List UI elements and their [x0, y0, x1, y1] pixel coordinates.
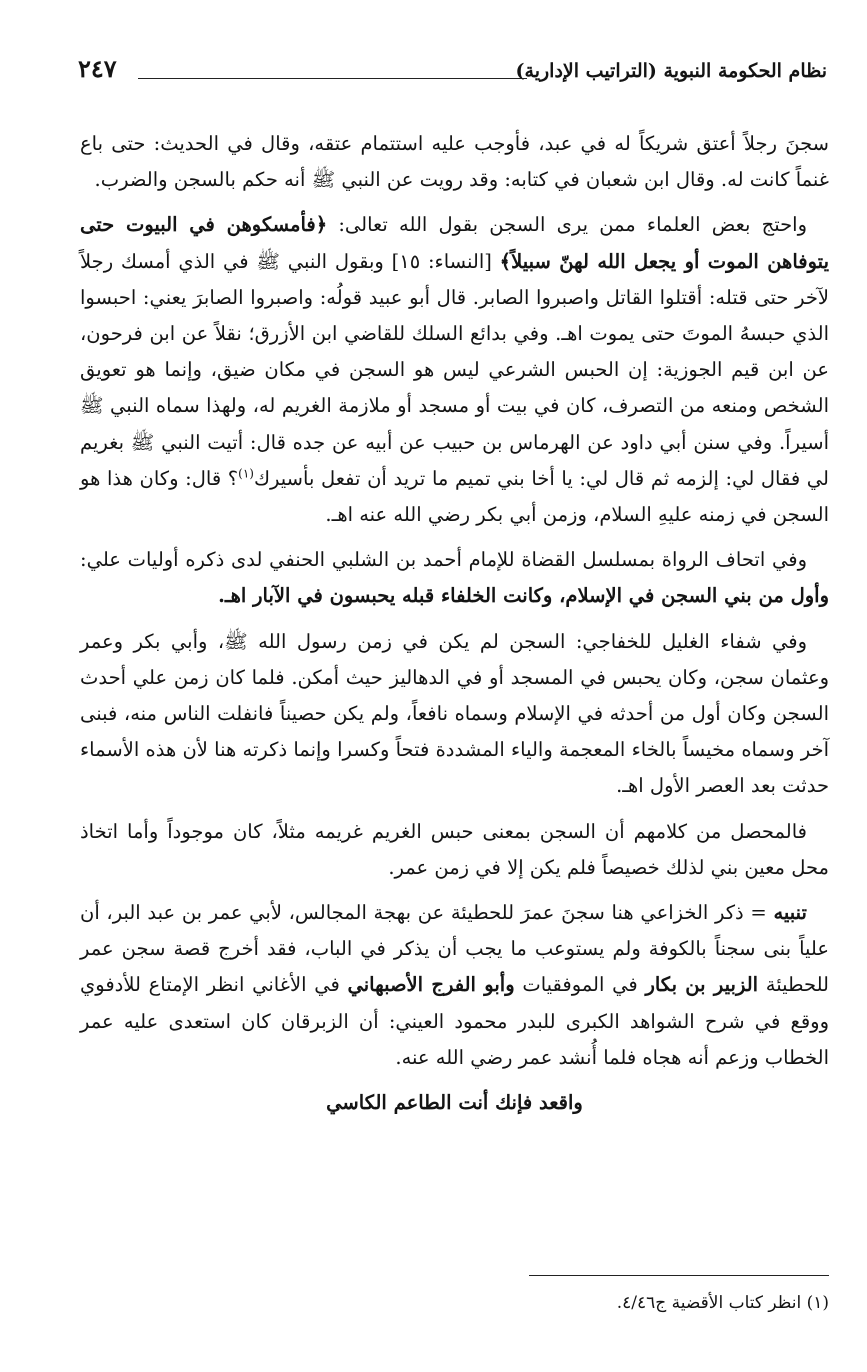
text-run: وفي شفاء الغليل للخفاجي: السجن لم يكن في زمن رسول الله ﷺ، وأبي بكر وعمر وعثمان سجن، وكان يحبس في المسجد أو في الدهاليز حيث أمكن. فلما كان زمن علي أحدث السجن وكان أول من أحدثه في الإسلام وسماه نافعاً، ولم يكن حصيناً فانفلت الناس منه، فبنى آخر وسماه مخيساً بالخاء المعجمة والياء المشددة فتحاً وكسرا وإنما ذكرته هنا لأن هذه الأسماء حدثت بعد العصر الأول اهـ.	[80, 629, 829, 798]
text-run: في الأغاني انظر الإمتاع للأدفوي ووقع في شرح الشواهد الكبرى للبدر محمود العيني: أن الزبرقان كان استعدى عليه عمر الخطاب وزعم أنه هجاه فلما أُنشد عمر رضي الله عنه.	[80, 973, 829, 1069]
paragraph	[80, 624, 829, 805]
poetry-verse: واقعد فإنك أنت الطاعم الكاسي	[326, 1091, 583, 1115]
bold-text: وأبو الفرج الأصبهاني	[347, 973, 515, 997]
paragraph	[80, 126, 829, 198]
page-header	[78, 50, 827, 90]
page-number: ٢٤٧	[78, 54, 117, 83]
bold-text: وأول من بني السجن في الإسلام، وكانت الخلفاء قبله يحبسون في الآبار اهـ.	[218, 584, 829, 608]
text-run: ؟ قال: وكان هذا هو السجن في زمنه عليهِ السلام، وزمن أبي بكر رضي الله عنه اهـ.	[80, 466, 829, 527]
bold-text: تنبيه	[773, 901, 807, 925]
footnote-ref: (١)	[238, 466, 254, 481]
paragraph	[80, 814, 829, 886]
paragraph-list	[80, 126, 829, 1076]
main-text	[80, 126, 829, 1121]
bold-text: ﴿فأمسكوهن في البيوت حتى يتوفاهن الموت أو يجعل الله لهنّ سبيلاً﴾	[80, 213, 829, 273]
text-run: = ذكر الخزاعي هنا سجنَ عمرَ للحطيئة عن بهجة المجالس، لأبي عمر بن عبد البر، أن علياً بنى سجناً بالكوفة ولم يستوعب ما يجب أن يذكر في الباب، فقد أخرج قصة سجن عمر للحطيئة	[80, 901, 830, 997]
paragraph	[80, 542, 829, 614]
text-run: وفي اتحاف الرواة بمسلسل القضاة للإمام أحمد بن الشلبي الحنفي لدى ذكره أوليات علي:	[80, 548, 807, 572]
text-run: في الموفقيات	[514, 973, 646, 997]
text-run: [النساء: ١٥] وبقول النبي ﷺ في الذي أمسك رجلاً لآخر حتى قتله: أقتلوا القاتل واصبروا الصابر. قال أبو عبيد قولُه: واصبروا الصابرَ يعني: احبسوا الذي حبسهُ الموتَ حتى يموت اهـ. وفي بدائع السلك للقاضي ابن الأزرق؛ نقلاً عن ابن فرحون، عن ابن قيم الجوزية: إن الحبس الشرعي ليس هو السجن في مكان ضيق، وإنما هو تعويق الشخص ومنعه من التصرف، كان في بيت أو مسجد أو ملازمة الغريم له، ولهذا سماه النبي ﷺ أسيراً. وفي سنن أبي داود عن الهرماس بن حبيب عن أبيه عن جده قال: أتيت النبي ﷺ بغريم لي فقال لي: إلزمه ثم قال لي: يا أخا بني تميم ما تريد أن تفعل بأسيرك	[80, 249, 830, 490]
running-title: نظام الحكومة النبوية (التراتيب الإدارية)	[515, 60, 827, 82]
header-rule	[138, 78, 527, 79]
bold-text: الزبير بن بكار	[645, 973, 759, 997]
text-run: فالمحصل من كلامهم أن السجن بمعنى حبس الغريم غريمه مثلاً، كان موجوداً وأما اتخاذ محل معين بني لذلك خصيصاً فلم يكن إلا في زمن عمر.	[80, 819, 829, 879]
paragraph	[80, 895, 829, 1076]
text-run: واحتج بعض العلماء ممن يرى السجن بقول الله تعالى:	[327, 213, 807, 237]
text-run: سجنَ رجلاً أعتق شريكاً له في عبد، فأوجب عليه استتمام عتقه، وقال في الحديث: حتى باع غنماً كانت له. وقال ابن شعبان في كتابه: وقد رويت عن النبي ﷺ أنه حكم بالسجن والضرب.	[80, 132, 829, 192]
footnote: (١) انظر كتاب الأقضية ج٤/٤٦.	[616, 1293, 829, 1313]
footnote-rule	[529, 1275, 829, 1276]
paragraph	[80, 207, 829, 533]
